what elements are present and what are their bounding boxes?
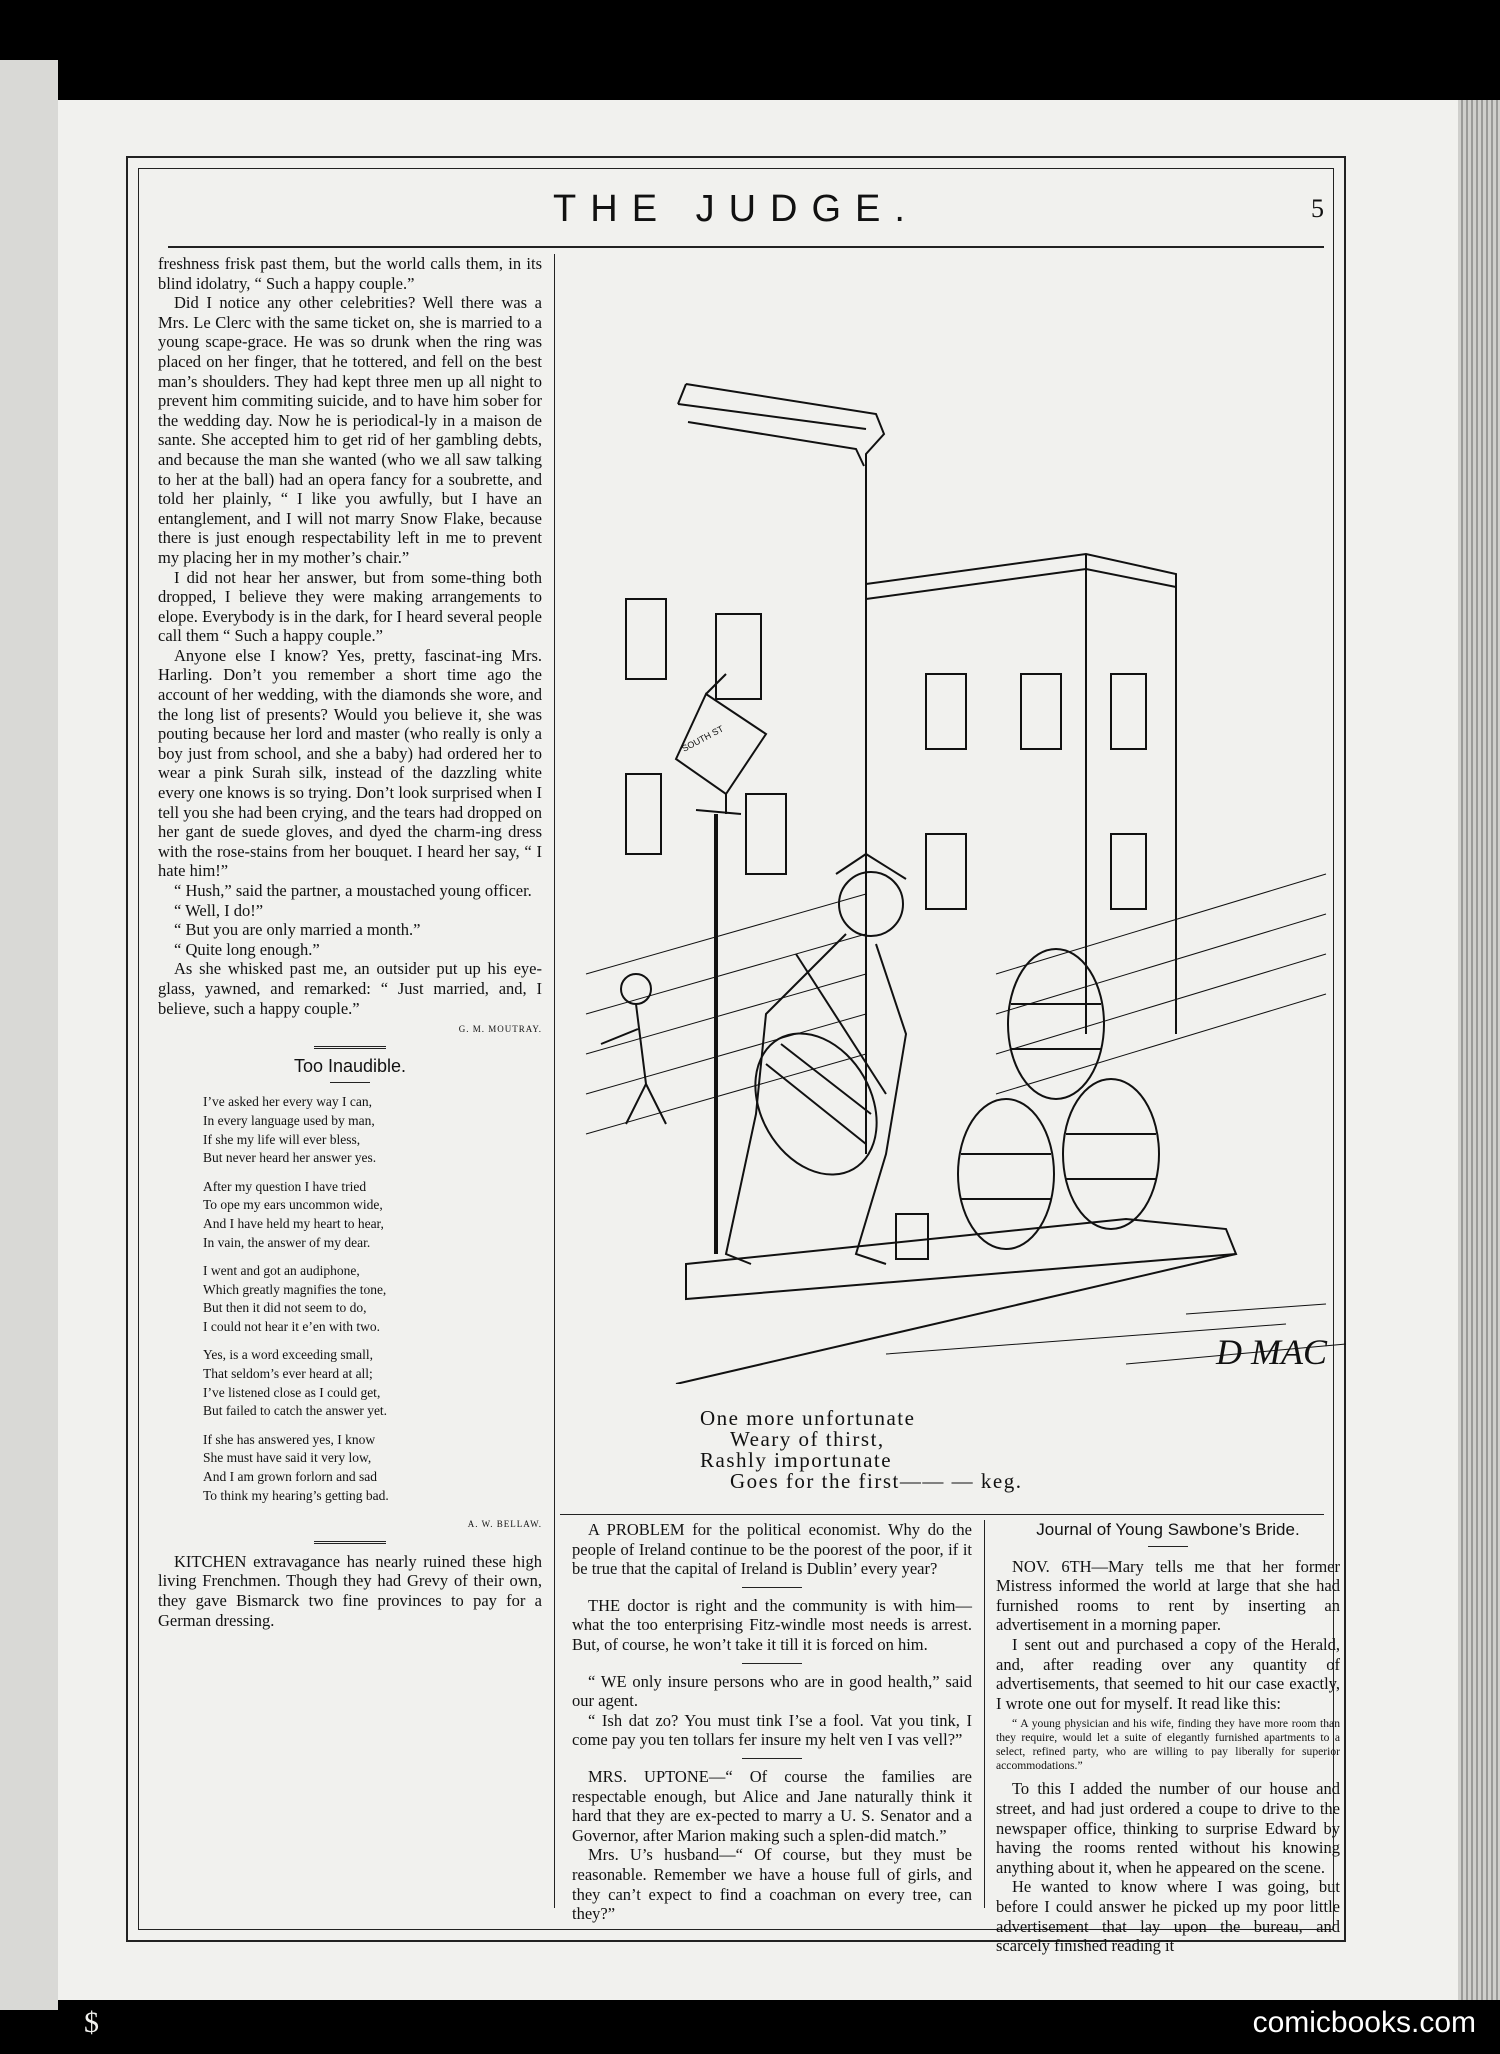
poem-stanza (203, 1346, 542, 1420)
poem-line: I went and got an audiphone, (203, 1263, 360, 1279)
poem-stanza (203, 1262, 542, 1336)
corner-mark: $ (84, 2006, 99, 2039)
book-spine-left (0, 60, 58, 2010)
artist-signature: D MAC (1216, 1332, 1327, 1372)
paragraph: “ Well, I do!” (174, 900, 264, 920)
paragraph: THE doctor is right and the community is with him—what the too enterprising Fitz-windle most needs is arrest. But, of course, he won’t take it till it is forced on him. (572, 1595, 972, 1654)
poem-line: And I have held my heart to hear, (203, 1215, 384, 1231)
poem-line: To think my hearing’s getting bad. (203, 1487, 389, 1503)
paragraph: I did not hear her answer, but from some-thing both dropped, I believe they were making arrangements to elope. Everybody is in the dark, for I heard several people call them “ Such a happy couple.” (158, 567, 542, 646)
poem-line: I’ve asked her every way I can, (203, 1094, 373, 1110)
page-frame (126, 156, 1346, 1956)
caption-line: Weary of thirst, (730, 1427, 885, 1451)
poem-line: Which greatly magnifies the tone, (203, 1281, 387, 1297)
poem-line: But failed to catch the answer yet. (203, 1403, 388, 1419)
paragraph: As she whisked past me, an outsider put up his eye-glass, yawned, and remarked: “ Just married, and, I believe, such a happy couple.” (158, 959, 542, 1018)
poem-line: That seldom’s ever heard at all; (203, 1366, 373, 1382)
cartoon-caption (700, 1408, 1022, 1492)
column-rule (554, 254, 555, 1908)
poem-line: To ope my ears uncommon wide, (203, 1197, 383, 1213)
caption-line: Rashly importunate (700, 1448, 893, 1472)
section-rule (560, 1514, 1324, 1515)
item-separator (742, 1663, 802, 1664)
lamp-street-sign: SOUTH ST (680, 723, 726, 754)
item-separator (742, 1758, 802, 1759)
poem-line: I’ve listened close as I could get, (203, 1384, 381, 1400)
poem-line: If she has answered yes, I know (203, 1431, 376, 1447)
poem-line: But never heard her answer yes. (203, 1150, 377, 1166)
kitchen-paragraph: KITCHEN extravagance has nearly ruined these high living Frenchmen. Though they had Grevy of their own, they gave Bismarck two fine provinces to pay for a German dressing. (158, 1551, 542, 1630)
column-rule (984, 1520, 985, 1908)
poem-line: Yes, is a word exceeding small, (203, 1347, 373, 1363)
book-edge-right (1458, 100, 1500, 2000)
middle-column (572, 1520, 972, 1924)
poem-line: But then it did not seem to do, (203, 1300, 367, 1316)
poem-line: After my question I have tried (203, 1178, 367, 1194)
journal-rule (1148, 1546, 1188, 1547)
paragraph: freshness frisk past them, but the world calls them, in its blind idolatry, “ Such a happy couple.” (158, 254, 542, 293)
paragraph: Anyone else I know? Yes, pretty, fascinat-ing Mrs. Harling. Don’t you remember a short time ago the account of her wedding, with the diamonds she wore, and the long list of presents? Would you believe it, she was pouting because her lord and master (who really is only a boy just from school, and she a baby) had ordered her to wear a pink Surah silk, instead of the dazzling white every one knows is so trying. Don’t look surprised when I tell you she had been crying, and the tears had dropped on her gant de suede gloves, and dyed the charm-ing dress with the rose-stains from her bouquet. I heard her say, “ I hate him!” (158, 645, 542, 881)
poem-line: And I am grown forlorn and sad (203, 1469, 377, 1485)
left-column (158, 254, 542, 1630)
paragraph: To this I added the number of our house and street, and had just ordered a coupe to drive to the newspaper office, thinking to surprise Edward by having the rooms rented without his knowing anything about it, when he appeared on the scene. (996, 1779, 1340, 1877)
paragraph: NOV. 6TH—Mary tells me that her former Mistress informed the world at large that she had furnished rooms to rent by inserting an advertisement in a morning paper. (996, 1556, 1340, 1635)
article-signature: G. M. MOUTRAY. (458, 1024, 542, 1035)
paragraph: A PROBLEM for the political economist. Why do the people of Ireland continue to be the poorest of the poor, if it be true that the capital of Ireland is Dublin’ every year? (572, 1520, 972, 1579)
paragraph: “ Ish dat zo? You must tink I’se a fool. Vat you tink, I come pay you ten tollars fer insure my helt ven I vas vell?” (572, 1710, 972, 1750)
poem-signature: A. W. BELLAW. (467, 1519, 542, 1530)
section-divider (314, 1541, 386, 1544)
site-watermark: comicbooks.com (1252, 2006, 1476, 2039)
paragraph: “ But you are only married a month.” (174, 920, 421, 940)
paragraph: Did I notice any other celebrities? Well there was a Mrs. Le Clerc with the same ticket on, she is married to a young scape-grace. He was so drunk when the ring was placed on her finger, that he tottered, and fell on the best man’s shoulders. They had kept three men up all night to prevent him commiting suicide, and to have him sober for the wedding day. Now he is periodical-ly in a maison de sante. She accepted him to get rid of her gambling debts, and because the man she wanted (who we all saw talking to her at the ball) had an opera fancy for a soubrette, and told her plainly, “ I like you awfully, but I have an entanglement, and I will not marry Snow Flake, because there is just enough respectability left in me to prevent my placing her in my mother’s chair.” (158, 293, 542, 567)
poem-stanza (203, 1431, 542, 1505)
paragraph: Mrs. U’s husband—“ Of course, but they must be reasonable. Remember we have a house full of girls, and they can’t expect to find a coachman on every tree, can they?” (572, 1845, 972, 1924)
item-separator (742, 1587, 802, 1588)
paragraph: “ Hush,” said the partner, a moustached young officer. (174, 881, 532, 900)
poem-line: I could not hear it e’en with two. (203, 1318, 380, 1334)
caption-line: Goes for the first—— — keg. (730, 1469, 1023, 1493)
section-divider (314, 1046, 386, 1049)
paragraph: I sent out and purchased a copy of the Herald, and, after reading over any quantity of advertisements, that seemed to hit our case exactly, I wrote one out for myself. It read like this: (996, 1634, 1340, 1713)
poem-rule (330, 1082, 370, 1083)
masthead-rule (168, 246, 1324, 248)
poem-line: In every language used by man, (203, 1112, 375, 1128)
caption-line: One more unfortunate (700, 1406, 916, 1430)
paragraph: “ Quite long enough.” (174, 939, 320, 959)
poem-body (203, 1093, 542, 1505)
advertisement-quote: “ A young physician and his wife, finding they have more room than they require, would let a suite of elegantly furnished apartments to a select, refined party, who are willing to pay liberally for superior accommodations.” (996, 1717, 1340, 1773)
poem-line: If she my life will ever bless, (203, 1131, 361, 1147)
poem-line: She must have said it very low, (203, 1450, 372, 1466)
poem-line: In vain, the answer of my dear. (203, 1234, 371, 1250)
page-number: 5 (1311, 194, 1324, 223)
paragraph: MRS. UPTONE—“ Of course the families are respectable enough, but Alice and Jane naturally think it hard that they are ex-pected to marry a U. S. Senator and a Governor, after Marion making such a splen-did match.” (572, 1766, 972, 1845)
cartoon-illustration (566, 254, 1356, 1384)
right-column (996, 1520, 1340, 1956)
paragraph: He wanted to know where I was going, but before I could answer he picked up my poor little advertisement that lay upon the bureau, and scarcely finished reading it (996, 1877, 1340, 1956)
journal-title: Journal of Young Sawbone’s Bride. (1036, 1520, 1300, 1539)
poem-stanza (203, 1178, 542, 1252)
poem-title: Too Inaudible. (293, 1055, 407, 1076)
poem-stanza (203, 1093, 542, 1167)
masthead-title: THE JUDGE. (553, 188, 919, 230)
paragraph: “ WE only insure persons who are in good health,” said our agent. (572, 1671, 972, 1711)
